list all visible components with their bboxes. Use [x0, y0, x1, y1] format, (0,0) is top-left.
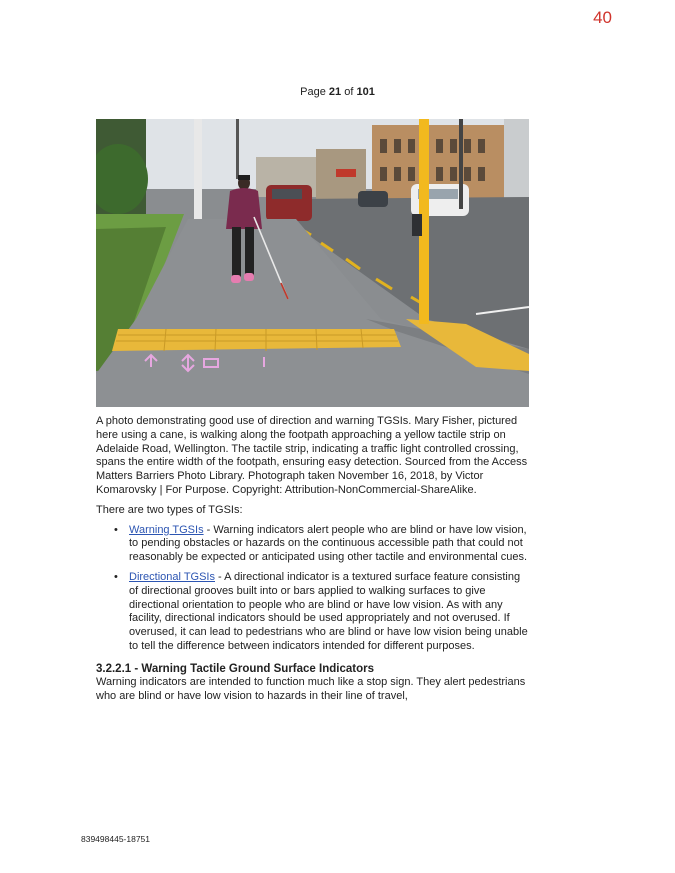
- list-item: [96, 571, 528, 654]
- page-current: 21: [328, 86, 342, 98]
- tgsi-types-list: [96, 524, 528, 654]
- list-item: [96, 524, 528, 565]
- page-of: of: [344, 86, 354, 98]
- page-stamp-number: 40: [593, 8, 612, 27]
- bullet: •: [114, 523, 118, 536]
- list-item-text: - Warning indicators alert people who are blind or have low vision, to pending obstacles or hazards on the continuous accessible path that could not reasonably be expected or anticipated using other tactile and environmental cues.: [129, 523, 528, 564]
- bullet: •: [114, 570, 118, 583]
- section-body: Warning indicators are intended to function much like a stop sign. They alert pedestrians who are blind or have low vision to hazards in their line of travel,: [96, 675, 526, 702]
- directional-tgsis-link[interactable]: Directional TGSIs: [129, 570, 215, 583]
- street-photo: [96, 119, 529, 407]
- page-prefix: Page: [300, 86, 326, 98]
- section-heading: 3.2.2.1 - Warning Tactile Ground Surface Indicators: [96, 662, 374, 675]
- photo-caption: A photo demonstrating good use of direction and warning TGSIs. Mary Fisher, pictured here using a cane, is walking along the footpath approaching a yellow tactile strip on Adelaide Road, Wellington. The tactile strip, indicating a traffic light controlled crossing, spans the entire width of the footpath, ensuring easy detection. Sourced from the Access Matters Barriers Photo Library. Photograph taken November 16, 2018, by Victor Komarovsky | For Purpose. Copyright: Attribution-NonCommercial-ShareAlike.: [96, 415, 528, 496]
- document-id: 839498445-18751: [81, 834, 151, 844]
- street-photo-illustration: [96, 119, 529, 407]
- page-indicator: [0, 86, 675, 98]
- page-total: 101: [356, 86, 375, 98]
- warning-tgsis-link[interactable]: Warning TGSIs: [129, 523, 204, 536]
- list-item-text: - A directional indicator is a textured surface feature consisting of directional grooves built into or bars applied to walking surfaces to give directional orientation to people who are blind or have low vision. As with any facility, directional indicators should be used appropriately and not overused. If overused, it can lead to pedestrians who are blind or have low vision being unable to tell the difference between indicators intended for different purposes.: [129, 570, 528, 652]
- types-intro: There are two types of TGSIs:: [96, 503, 243, 516]
- body-content: [96, 415, 528, 703]
